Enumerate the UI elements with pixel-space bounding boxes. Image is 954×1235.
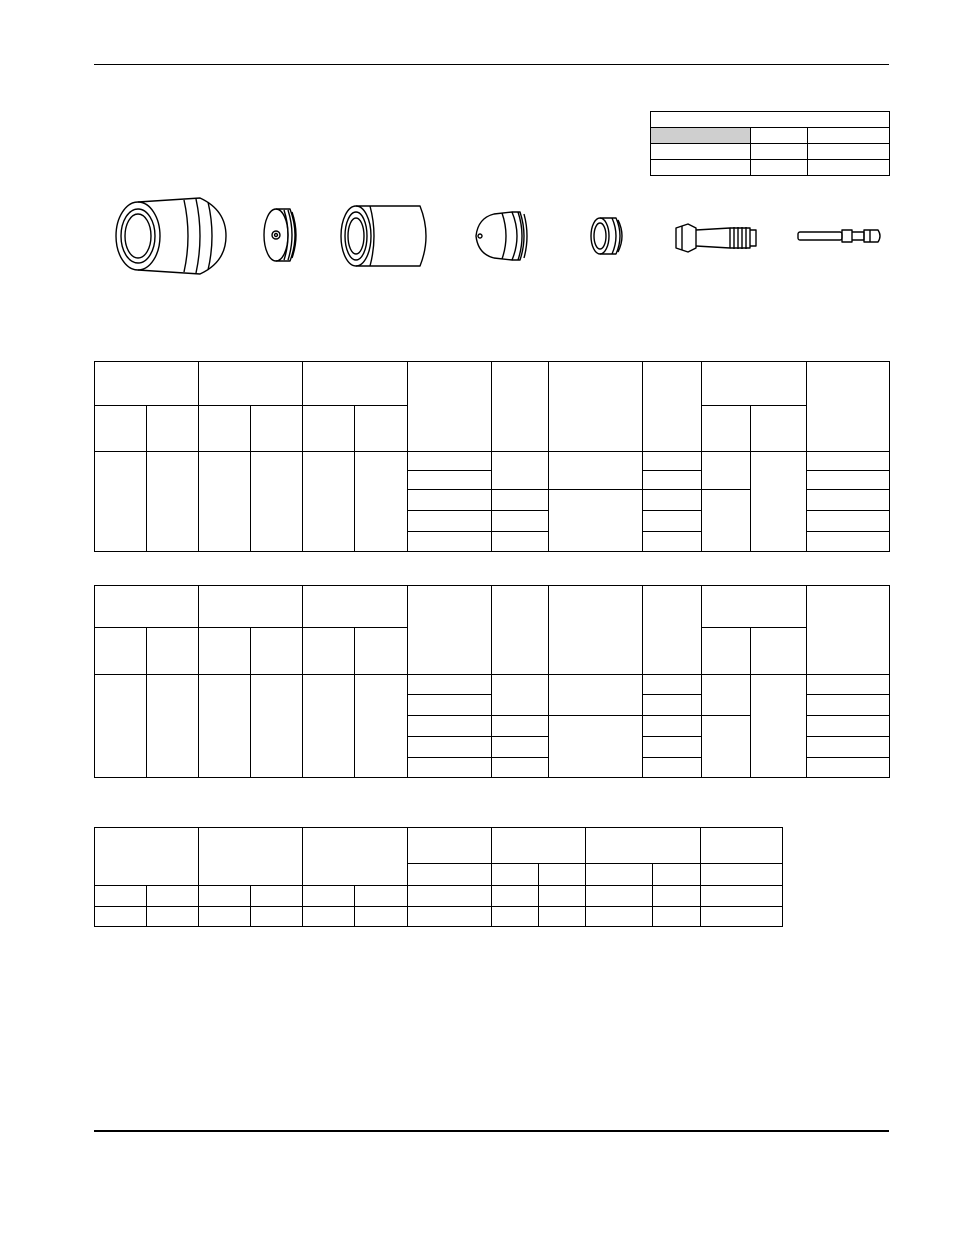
table-cell bbox=[408, 907, 492, 927]
table-cell bbox=[751, 675, 807, 778]
table-cell bbox=[702, 490, 751, 552]
table-subheader-cell bbox=[303, 628, 355, 675]
table-cell bbox=[355, 452, 408, 552]
table-subheader-cell bbox=[251, 628, 303, 675]
table-header-cell bbox=[303, 586, 408, 628]
table-header-cell bbox=[702, 586, 807, 628]
table-cell bbox=[355, 907, 408, 927]
table-cell bbox=[807, 758, 890, 778]
table-row bbox=[95, 675, 890, 695]
table-cell bbox=[492, 758, 549, 778]
table-header-cell bbox=[549, 362, 643, 452]
table-subheader-cell bbox=[702, 406, 751, 452]
table-subheader-cell bbox=[702, 628, 751, 675]
table-cell bbox=[586, 907, 653, 927]
table-subheader-cell bbox=[199, 406, 251, 452]
footer-rule bbox=[94, 1130, 889, 1132]
shield-part bbox=[116, 198, 226, 274]
table-cell bbox=[702, 716, 751, 778]
table-subheader-cell bbox=[751, 406, 807, 452]
table-header-cell bbox=[95, 586, 199, 628]
table-cell bbox=[303, 675, 355, 778]
table-cell bbox=[807, 737, 890, 758]
table-cell bbox=[643, 758, 702, 778]
table-cell bbox=[653, 907, 701, 927]
table-cell bbox=[408, 886, 492, 907]
table-cell bbox=[408, 695, 492, 716]
table-subheader-cell bbox=[199, 628, 251, 675]
table-subheader-cell bbox=[251, 406, 303, 452]
legend-title-cell bbox=[651, 112, 890, 128]
table-cell bbox=[653, 886, 701, 907]
legend-cell bbox=[808, 160, 890, 176]
parts-table-1 bbox=[94, 361, 890, 552]
table-cell bbox=[549, 490, 643, 552]
table-cell bbox=[147, 907, 199, 927]
table-subheader-cell bbox=[586, 864, 653, 886]
table-cell bbox=[549, 675, 643, 716]
table-subheader-cell bbox=[147, 628, 199, 675]
table-cell bbox=[643, 452, 702, 471]
table-header-cell bbox=[303, 828, 408, 886]
table-header-cell bbox=[199, 828, 303, 886]
table-cell bbox=[702, 452, 751, 490]
table-header-cell bbox=[701, 828, 783, 864]
table-cell bbox=[643, 490, 702, 511]
consumable-parts-illustration bbox=[100, 190, 890, 280]
table-cell bbox=[492, 675, 549, 716]
table-subheader-cell bbox=[701, 864, 783, 886]
table-cell bbox=[251, 886, 303, 907]
legend-cell bbox=[751, 160, 808, 176]
table-cell bbox=[95, 675, 147, 778]
table-cell bbox=[492, 452, 549, 490]
header-rule bbox=[94, 64, 889, 65]
table-cell bbox=[807, 452, 890, 471]
table-cell bbox=[408, 737, 492, 758]
table-header-cell bbox=[199, 362, 303, 406]
table-cell bbox=[807, 716, 890, 737]
legend-header-row bbox=[651, 128, 890, 144]
table-cell bbox=[95, 452, 147, 552]
table-cell bbox=[408, 452, 492, 471]
table-cell bbox=[95, 886, 147, 907]
table-row bbox=[95, 907, 783, 927]
table-header-cell bbox=[586, 828, 701, 864]
table-row bbox=[95, 452, 890, 471]
table-cell bbox=[408, 675, 492, 695]
table-cell bbox=[701, 886, 783, 907]
parts-table-3 bbox=[94, 827, 783, 927]
table-header-cell bbox=[303, 362, 408, 406]
table-header-cell bbox=[492, 586, 549, 675]
swirl-ring-part bbox=[591, 218, 622, 254]
table-cell bbox=[408, 758, 492, 778]
table-header-cell bbox=[643, 586, 702, 675]
table-cell bbox=[643, 532, 702, 552]
table-subheader-cell bbox=[95, 406, 147, 452]
table-header-cell bbox=[702, 362, 807, 406]
table-subheader-cell bbox=[492, 864, 539, 886]
legend-title-row bbox=[651, 112, 890, 128]
table-cell bbox=[539, 886, 586, 907]
water-tube-part bbox=[798, 230, 880, 242]
table-header-cell bbox=[95, 828, 199, 886]
table-cell bbox=[807, 471, 890, 490]
table-header-row bbox=[95, 586, 890, 628]
shield-cap-part bbox=[264, 209, 296, 261]
table-header-cell bbox=[95, 362, 199, 406]
table-header-row bbox=[95, 362, 890, 406]
table-cell bbox=[408, 716, 492, 737]
table-cell bbox=[807, 532, 890, 552]
table-cell bbox=[702, 675, 751, 716]
table-cell bbox=[586, 886, 653, 907]
table-cell bbox=[199, 907, 251, 927]
table-cell bbox=[95, 907, 147, 927]
table-header-cell bbox=[408, 828, 492, 864]
table-cell bbox=[199, 886, 251, 907]
table-cell bbox=[492, 886, 539, 907]
table-cell bbox=[807, 490, 890, 511]
table-cell bbox=[751, 452, 807, 552]
table-cell bbox=[303, 452, 355, 552]
table-cell bbox=[492, 511, 549, 532]
table-cell bbox=[643, 511, 702, 532]
table-cell bbox=[643, 737, 702, 758]
table-cell bbox=[199, 675, 251, 778]
legend-header-cell bbox=[651, 128, 751, 144]
table-subheader-cell bbox=[355, 628, 408, 675]
table-cell bbox=[549, 716, 643, 778]
legend-row bbox=[651, 160, 890, 176]
table-cell bbox=[807, 511, 890, 532]
table-cell bbox=[251, 675, 303, 778]
nozzle-part bbox=[476, 212, 527, 260]
table-cell bbox=[492, 737, 549, 758]
table-subheader-cell bbox=[653, 864, 701, 886]
legend-header-cell bbox=[808, 128, 890, 144]
table-cell bbox=[643, 695, 702, 716]
table-cell bbox=[643, 471, 702, 490]
table-header-cell bbox=[408, 362, 492, 452]
table-header-cell bbox=[408, 586, 492, 675]
table-cell bbox=[408, 532, 492, 552]
table-cell bbox=[807, 675, 890, 695]
retaining-cap-part bbox=[341, 206, 426, 266]
table-cell bbox=[643, 716, 702, 737]
table-subheader-cell bbox=[408, 864, 492, 886]
legend-cell bbox=[808, 144, 890, 160]
table-subheader-cell bbox=[303, 406, 355, 452]
table-subheader-cell bbox=[355, 406, 408, 452]
table-cell bbox=[355, 675, 408, 778]
legend-cell bbox=[651, 144, 751, 160]
legend-row bbox=[651, 144, 890, 160]
table-cell bbox=[251, 907, 303, 927]
table-cell bbox=[701, 907, 783, 927]
table-header-cell bbox=[492, 828, 586, 864]
table-subheader-cell bbox=[539, 864, 586, 886]
table-header-cell bbox=[807, 586, 890, 675]
table-cell bbox=[408, 471, 492, 490]
table-cell bbox=[408, 511, 492, 532]
table-cell bbox=[549, 452, 643, 490]
table-header-cell bbox=[492, 362, 549, 452]
legend-cell bbox=[651, 160, 751, 176]
table-header-row bbox=[95, 828, 783, 864]
table-cell bbox=[492, 716, 549, 737]
table-cell bbox=[539, 907, 586, 927]
table-header-cell bbox=[643, 362, 702, 452]
legend-header-cell bbox=[751, 128, 808, 144]
table-cell bbox=[147, 675, 199, 778]
table-cell bbox=[355, 886, 408, 907]
table-subheader-cell bbox=[751, 628, 807, 675]
table-cell bbox=[408, 490, 492, 511]
table-cell bbox=[147, 452, 199, 552]
table-cell bbox=[199, 452, 251, 552]
table-cell bbox=[303, 907, 355, 927]
legend-table bbox=[650, 111, 890, 176]
table-cell bbox=[147, 886, 199, 907]
table-cell bbox=[492, 490, 549, 511]
table-row bbox=[95, 886, 783, 907]
table-cell bbox=[807, 695, 890, 716]
table-subheader-cell bbox=[95, 628, 147, 675]
table-header-cell bbox=[549, 586, 643, 675]
table-subheader-cell bbox=[147, 406, 199, 452]
table-cell bbox=[492, 907, 539, 927]
table-cell bbox=[492, 532, 549, 552]
table-header-cell bbox=[807, 362, 890, 452]
table-cell bbox=[303, 886, 355, 907]
table-header-cell bbox=[199, 586, 303, 628]
table-cell bbox=[643, 675, 702, 695]
legend-cell bbox=[751, 144, 808, 160]
electrode-part bbox=[676, 224, 756, 252]
parts-table-2 bbox=[94, 585, 890, 778]
table-cell bbox=[251, 452, 303, 552]
